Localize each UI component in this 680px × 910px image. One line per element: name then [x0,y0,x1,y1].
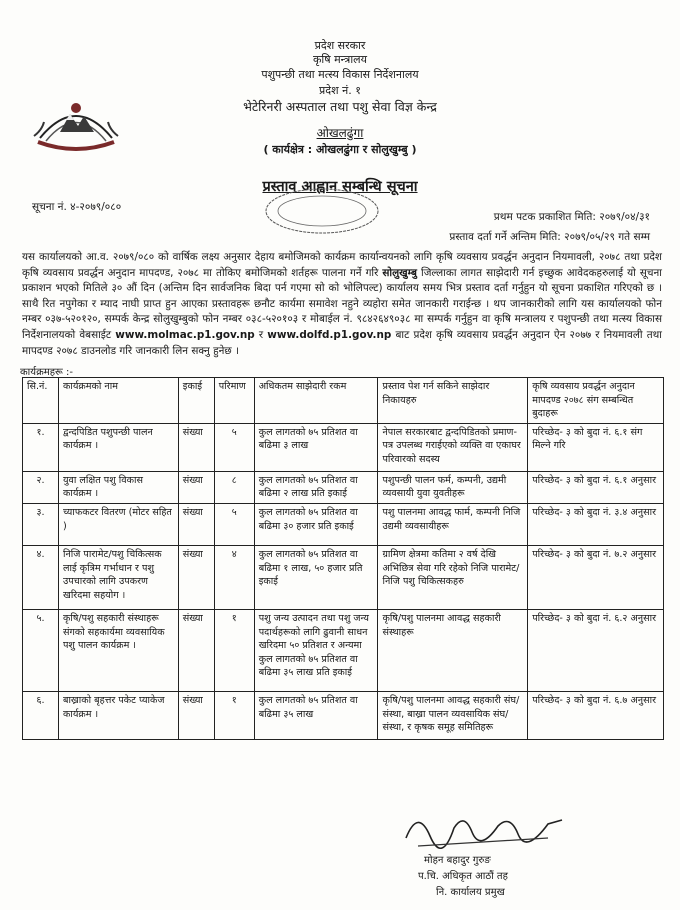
body-part-1: यस कार्यालयको आ.व. २०७९/०८० को वार्षिक लक्ष्य अनुसार देहाय बमोजिमको कार्यक्रम कार्यान्वयनको लागि कृषि व्यवसाय प्रवर्द्धन अनुदान नियमावली, २०७८ तथा प्रदेश कृषि व्यवसाय प्रवर्द्धन अनुदान मापदण्ड, २०७८ मा तोकिए बमोजिमको शर्तहरू पालना गर्ने गरि [22,251,662,279]
body-part-3: बाट प्रदेश कृषि व्यवसाय प्रवर्द्धन अनुदान ऐन २०७७ र नियमावली तथा मापदण्ड २०७८ डाउनलोड गरि जानकारी लिन सक्नु हुनेछ । [22,328,662,357]
header-line-jurisdiction: ( कार्यक्षेत्र : ओखलढुंगा र सोलुखुम्बु ) [263,143,417,156]
cell-max-share: कुल लागतको ७५ प्रतिशत वा बढिमा ३५ लाख [254,691,378,739]
cell-serial: ४. [23,545,59,609]
cell-unit: संख्या [178,423,214,471]
cell-quantity: ५ [214,503,254,545]
cell-program: कृषि/पशु सहकारी संस्थाहरू संगको सहकार्यमा व्यवसायिक पशु पालन कार्यक्रम । [58,609,178,691]
cell-clause: परिच्छेद- ३ को बुदा नं. ३.४ अनुसार [528,503,664,545]
col-header-quantity: परिमाण [214,378,254,424]
cell-serial: ६. [23,691,59,739]
cell-clause: परिच्छेद- ३ को बुदा नं. ७.२ अनुसार [528,545,664,609]
cell-clause: परिच्छेद- ३ को बुदा नं. ६.१ संग मिल्ने गरि [528,423,664,471]
table-row [23,423,664,471]
table-row [23,545,664,609]
signatory-office: नि. कार्यालय प्रमुख [436,887,505,898]
signatory-name: मोहन बहादुर गुरुङ [424,855,491,866]
col-header-serial: सि.नं. [23,378,59,424]
cell-quantity: ८ [214,471,254,503]
cell-clause: परिच्छेद- ३ को बुदा नं. ६.२ अनुसार [528,609,664,691]
body-conjunction: र [258,328,264,341]
body-district-name: सोलुखुम्बु [382,266,417,279]
program-table [22,377,664,740]
cell-eligible: कृषि/पशु पालनमा आवद्ध सहकारी संघ/संस्था, बाख्रा पालन व्यवसायिक संघ/संस्था, र कृषक समूह समितिहरू [378,691,528,739]
signatory-designation: प.चि. अधिकृत आठौं तह [418,871,508,882]
cell-serial: ३. [23,503,59,545]
cell-max-share: कुल लागतको ७५ प्रतिशत वा बढिमा १ लाख, ५० हजार प्रति इकाई [254,545,378,609]
cell-quantity: १ [214,691,254,739]
handwritten-signature-icon [398,798,568,858]
cell-quantity: १ [214,609,254,691]
cell-program: युवा लक्षित पशु विकास कार्यक्रम । [58,471,178,503]
cell-clause: परिच्छेद- ३ को बुदा नं. ६.७ अनुसार [528,691,664,739]
cell-unit: संख्या [178,609,214,691]
cell-program: निजि पारामेट/पशु चिकित्सक लाई कृत्रिम गर्भाधान र पशु उपचारको लागि उपकरण खरिदमा सहयोग । [58,545,178,609]
header-line-district: ओखलढुंगा [316,126,364,140]
cell-program: द्वन्दपिडित पशुपन्छी पालन कार्यक्रम । [58,423,178,471]
cell-quantity: ५ [214,423,254,471]
website-link-molmac[interactable]: www.molmac.p1.gov.np [115,328,255,341]
cell-eligible: पशुपन्छी पालन फर्म, कम्पनी, उद्यमी व्यवसायी युवा युवतीहरू [378,471,528,503]
last-submission-date: प्रस्ताव दर्ता गर्ने अन्तिम मिति: २०७९/०५/२९ गते सम्म [449,231,650,243]
cell-serial: ५. [23,609,59,691]
cell-eligible: नेपाल सरकारबाट द्वन्दपिडितको प्रमाण-पत्र उपलब्ध गराईएको व्यक्ति वा एकाघर परिवारको सदस्य [378,423,528,471]
table-row [23,503,664,545]
cell-unit: संख्या [178,691,214,739]
program-heading: कार्यक्रमहरू :- [20,367,73,378]
col-header-program: कार्यक्रमको नाम [58,378,178,424]
header-line-province: प्रदेश नं. १ [319,84,361,97]
notice-body [22,250,662,359]
cell-max-share: कुल लागतको ७५ प्रतिशत वा बढिमा ३ लाख [254,423,378,471]
cell-clause: परिच्छेद- ३ को बुदा नं. ६.१ अनुसार [528,471,664,503]
header-line-ministry: कृषि मन्त्रालय [312,53,368,66]
website-link-dolfd[interactable]: www.dolfd.p1.gov.np [267,328,392,341]
cell-unit: संख्या [178,503,214,545]
cell-program: बाख्राको बृहत्तर पकेट प्याकेज कार्यक्रम । [58,691,178,739]
nepal-emblem-icon [30,86,122,156]
notice-number: सूचना नं. ४-२०७९/०८० [32,201,122,213]
header-line-government: प्रदेश सरकार [314,39,366,52]
col-header-clause: कृषि व्यवसाय प्रवर्द्धन अनुदान मापदण्ड २०७८ संग सम्बन्धित बुदाहरू [528,378,664,424]
header-line-directorate: पशुपन्छी तथा मत्स्य विकास निर्देशनालय [261,68,419,81]
body-part-2: जिल्लाका लागत साझेदारी गर्न इच्छुक आवेदकहरुलाई यो सूचना प्रकाशन भएको मितिले ३० औं दिन (अन्तिम दिन सार्वजनिक बिदा पर्न गएमा सो को भोलिपल्ट) कार्यालय समय भित्र प्रस्ताव दर्ता गर्नुहुन यो सूचना प्रकाशित गरिएको छ । साथै रित नपुगेका र म्याद नाघी प्राप्त हुन आएका प्रस्तावहरू छनौट कार्यमा समावेश नहुने व्यहोरा समेत जानकारी गराईन्छ । थप जानकारीको लागि यस कार्यालयको फोन नम्बर ०३७-५२०१२०, सम्पर्क केन्द्र सोलुखुम्बुको फोन नम्बर ०३८-५२०१०३ र मोबाईल नं. ९८४२६४९०३८ मा सम्पर्क गर्नुहुन वा कृषि मन्त्रालय र पशुपन्छी तथा मत्स्य विकास निर्देशनालयको वेबसाईट [22,266,662,341]
table-row [23,471,664,503]
cell-program: च्याफकटर वितरण (मोटर सहित ) [58,503,178,545]
col-header-unit: इकाई [178,378,214,424]
cell-max-share: कुल लागतको ७५ प्रतिशत वा बढिमा ३० हजार प्रति इकाई [254,503,378,545]
cell-eligible: कृषि/पशु पालनमा आवद्ध सहकारी संस्थाहरू [378,609,528,691]
cell-max-share: कुल लागतको ७५ प्रतिशत वा बढिमा २ लाख प्रति इकाई [254,471,378,503]
col-header-max-share: अधिकतम साझेदारी रकम [254,378,378,424]
cell-unit: संख्या [178,545,214,609]
table-row [23,609,664,691]
col-header-eligible: प्रस्ताव पेश गर्न सकिने साझेदार निकायहरु [378,378,528,424]
table-row [23,691,664,739]
cell-eligible: पशु पालनमा आवद्ध फार्म, कम्पनी निजि उद्यमी व्यवसायीहरू [378,503,528,545]
office-stamp-icon [262,186,382,236]
cell-unit: संख्या [178,471,214,503]
cell-max-share: पशु जन्य उत्पादन तथा पशु जन्य पदार्थहरूको लागि ढुवानी साधन खरिदमा ५० प्रतिशत र अन्यमा कुल लागतको ७५ प्रतिशत वा बढिमा ३५ लाख प्रति इकाई [254,609,378,691]
first-published-date: प्रथम पटक प्रकाशित मिति: २०७९/०४/३१ [493,211,650,223]
notice-title: प्रस्ताव आह्वान सम्बन्धि सूचना [262,179,418,195]
header-line-office: भेटेरिनरी अस्पताल तथा पशु सेवा विज्ञ केन्द्र [243,99,437,114]
cell-eligible: ग्रामिण क्षेत्रमा कतिमा २ वर्ष देखि अभिछित्र सेवा गरि रहेको निजि पारामेट/ निजि पशु चिकित्सकहरु [378,545,528,609]
cell-serial: २. [23,471,59,503]
cell-quantity: ४ [214,545,254,609]
table-header-row [23,378,664,424]
cell-serial: १. [23,423,59,471]
